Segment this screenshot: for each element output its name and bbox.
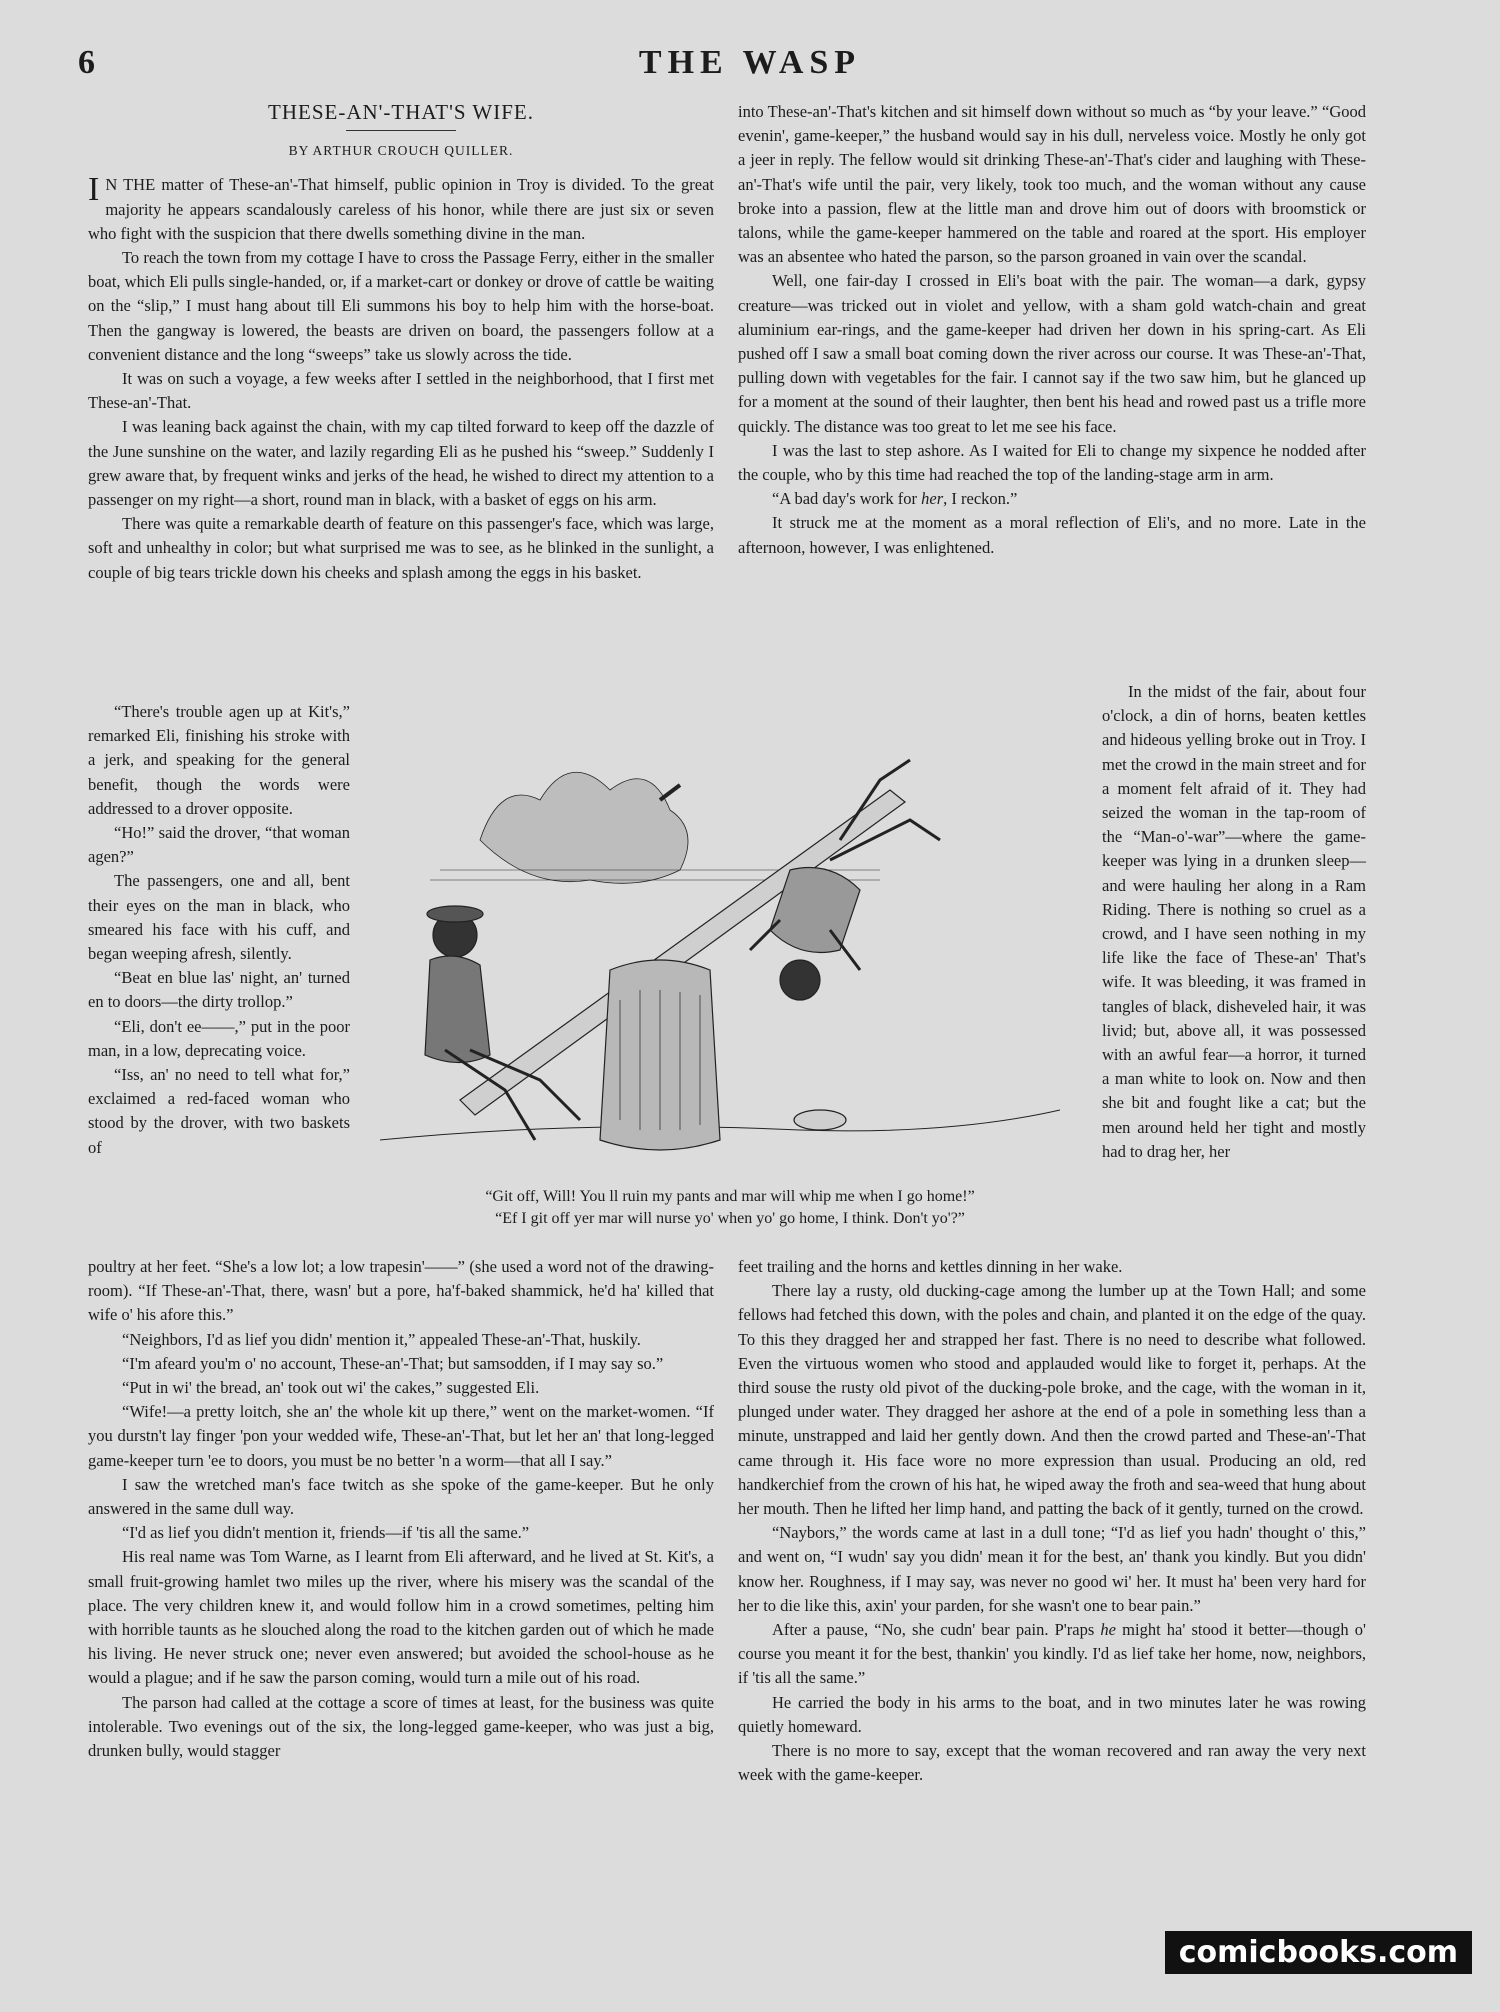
paragraph: The passengers, one and all, bent their eyes on the man in black, who smeared his face with his cuff, and began weeping afresh, silently. — [88, 871, 350, 964]
page-number: 6 — [78, 44, 95, 81]
paragraph: “A bad day's work for her, I reckon.” — [772, 489, 1018, 509]
article-title: THESE-AN'-THAT'S WIFE. — [268, 100, 534, 124]
left-lower-column — [88, 1255, 714, 1763]
left-column — [88, 100, 714, 585]
paragraph: It struck me at the moment as a moral reflection of Eli's, and no more. Late in the afternoon, however, I was enlightened. — [738, 513, 1366, 557]
paragraph: “I'm afeard you'm o' no account, These-an'-That; but samsodden, if I may say so.” — [122, 1353, 664, 1373]
paragraph: “Beat en blue las' night, an' turned en to doors—the dirty trollop.” — [88, 968, 350, 1012]
paragraph: There was quite a remarkable dearth of feature on this passenger's face, which was large, soft and unhealthy in color; but what surprised me was to see, as he blinked in the sunlight, a couple of big tears trickle down his cheeks and splash among the eggs in his basket. — [88, 514, 714, 582]
paragraph: “Ho!” said the drover, “that woman agen?” — [88, 823, 350, 867]
paragraph: “Iss, an' no need to tell what for,” exclaimed a red-faced woman who stood by the drover, with two baskets of — [88, 1065, 350, 1157]
site-watermark: comicbooks.com — [1165, 1931, 1472, 1974]
paragraph: He carried the body in his arms to the boat, and in two minutes later he was rowing quietly homeward. — [738, 1692, 1366, 1736]
caption-line: “Git off, Will! You ll ruin my pants and mar will whip me when I go home!” — [485, 1188, 975, 1205]
paragraph: “Naybors,” the words came at last in a dull tone; “I'd as lief you hadn' thought o' this,” and went on, “I wudn' say you didn' mean it for the best, an' thank you kindly. But you didn' know her. Roughness, if I may say, was never no good wi' her. It must ha' been very hard for her to die like this, axin' your parden, for she wasn't one to bear pain.” — [738, 1523, 1366, 1615]
paragraph: His real name was Tom Warne, as I learnt from Eli afterward, and he lived at St. Kit's, a small fruit-growing hamlet two miles up the river, where his misery was the scandal of the place. The very children knew it, and would follow him in a crowd sometimes, pelting him with horrible taunts as he slouched along the road to the kitchen garden out of which he made his living. He never struck one; never even answered; but avoided the school-house as he would a plague; and if he saw the parson coming, would turn a mile out of his road. — [88, 1547, 714, 1688]
paragraph: “Eli, don't ee——,” put in the poor man, in a low, deprecating voice. — [88, 1016, 350, 1060]
title-rule — [346, 130, 456, 131]
masthead: THE WASP — [638, 44, 862, 81]
seesaw-illustration — [360, 720, 1100, 1180]
paragraph: To reach the town from my cottage I have to cross the Passage Ferry, either in the smaller boat, which Eli pulls single-handed, or, if a market-cart or donkey or drove of cattle be waiting on the “slip,” I must hang about till Eli summons his boy to help him with the horse-boat. Then the gangway is lowered, the beasts are driven on board, the passengers follow at a convenient distance and the long “sweeps” take us slowly across the tide. — [88, 248, 714, 364]
paragraph: “Put in wi' the bread, an' took out wi' the cakes,” suggested Eli. — [122, 1378, 540, 1398]
paragraph: into These-an'-That's kitchen and sit himself down without so much as “by your leave.” “Good evenin', game-keeper,” the husband would say in his dull, nerveless voice. Mostly he only got a jeer in reply. The fellow would sit drinking These-an'-That's cider and laughing with These-an'-That's wife until the pair, very likely, took too much, and the woman without any cause broke into a passion, flew at the little man and drove him out of doors with broomstick or talons, while the game-keeper hammered on the table and roared at the sport. His employer was an absentee who hated the parson, so the parson groaned in vain over the scandal. — [738, 102, 1366, 267]
paragraph: In the midst of the fair, about four o'clock, a din of horns, beaten kettles and hideous yelling broke out in Troy. I met the crowd in the main street and for a moment felt afraid of it. They had seized the woman in the tap-room of the “Man-o'-war”—where the game-keeper was lying in a drunken sleep—and were hauling her along in a Ram Riding. There is nothing so cruel as a crowd, and I have seen nothing in my life like the face of These-an' That's wife. It was bleeding, it was framed in tangles of black, disheveled hair, it was livid; but, above all, it was possessed with an awful fear—a horror, it turned a man white to look on. Now and then she bit and fought like a cat; but the men around held her tight and mostly had to drag her, her — [1102, 682, 1366, 1161]
right-lower-column — [738, 1255, 1366, 1787]
paragraph: “I'd as lief you didn't mention it, friends—if 'tis all the same.” — [122, 1523, 530, 1543]
paragraph: After a pause, “No, she cudn' bear pain. P'raps he might ha' stood it better—though o' course you meant it for the best, thankin' you kindly. I'd as lief take her home, now, neighbors, if 'tis all the same.” — [738, 1620, 1366, 1688]
paragraph: I was leaning back against the chain, with my cap tilted forward to keep off the dazzle of the June sunshine on the water, and lazily regarding Eli as he pushed his “sweep.” Suddenly I grew aware that, by frequent winks and jerks of the head, he wished to direct my attention to a passenger on my right—a short, round man in black, with a basket of eggs on his arm. — [88, 417, 714, 510]
paragraph: I N THE matter of These-an'-That himself, public opinion in Troy is divided. To the great majority he appears scandalously careless of his honor, while there are just six or seven who fight with the suspicion that there dwells something divine in the man. — [88, 171, 714, 243]
illustration-caption — [360, 1186, 1100, 1230]
right-column — [738, 100, 1366, 560]
paragraph: I saw the wretched man's face twitch as she spoke of the game-keeper. But he only answered in the same dull way. — [88, 1474, 714, 1519]
paragraph: Well, one fair-day I crossed in Eli's boat with the pair. The woman—a dark, gypsy creature—was tricked out in violet and yellow, with a sham gold watch-chain and great aluminium ear-rings, and the game-keeper had driven her down in his spring-cart. As Eli pushed off I saw a small boat coming down the river across our course. It was These-an'-That, pulling down with vegetables for the fair. I cannot say if the two saw him, but he glanced up for a moment at the sound of their laughter, then bent his head and rowed past us a trifle more quickly. The distance was too great to let me see his face. — [738, 271, 1366, 436]
paragraph: “Wife!—a pretty loitch, she an' the whole kit up there,” went on the market-women. “If you durstn't lay finger 'pon your wedded wife, These-an'-That, but let her an' that long-legged game-keeper turn 'ee to doors, you must be no better 'n a worm—that all I say.” — [88, 1402, 714, 1470]
paragraph: It was on such a voyage, a few weeks after I settled in the neighborhood, that I first met These-an'-That. — [88, 369, 714, 413]
paragraph: There is no more to say, except that the woman recovered and ran away the very next week with the game-keeper. — [738, 1741, 1366, 1785]
paragraph: “Neighbors, I'd as lief you didn' mention it,” appealed These-an'-That, huskily. — [122, 1329, 641, 1349]
paragraph: feet trailing and the horns and kettles dinning in her wake. — [738, 1257, 1123, 1276]
article-byline: BY ARTHUR CROUCH QUILLER. — [288, 143, 514, 159]
paragraph: There lay a rusty, old ducking-cage among the lumber up at the Town Hall; and some fellows had fetched this down, with the poles and chain, and planted it on the edge of the quay. To this they dragged her and strapped her fast. There is no need to describe what followed. Even the virtuous women who stood and applauded would like to forget it, perhaps. At the third souse the rusty old pivot of the ducking-pole broke, and the cage, with the woman in it, plunged under water. They dragged her ashore at the end of a pole in something less than a minute, unstrapped and laid her gently down. And then the crowd parted and These-an'-That came through it. His face wore no more expression than usual. Producing an old, red handkerchief from the crown of his hat, he wiped away the froth and sea-weed that hung about her mouth. Then he lifted her limp hand, and patting the back of it gently, turned on the crowd. — [738, 1281, 1366, 1519]
paragraph: The parson had called at the cottage a score of times at least, for the business was quite intolerable. Two evenings out of the six, the long-legged game-keeper, who was just a big, drunken bully, would stagger — [88, 1692, 714, 1761]
paragraph: poultry at her feet. “She's a low lot; a low trapesin'——” (she used a word not of the drawing-room). “If These-an'-That, there, wasn' but a pore, ha'f-baked shammick, he'd ha' killed that wife o' his afore this.” — [88, 1257, 714, 1325]
paragraph: I was the last to step ashore. As I waited for Eli to change my sixpence he nodded after the couple, who by this time had reached the top of the landing-stage arm in arm. — [738, 440, 1366, 485]
drop-cap: I — [88, 171, 100, 209]
caption-line: “Ef I git off yer mar will nurse yo' when yo' go home, I think. Don't yo'?” — [495, 1210, 965, 1227]
left-narrow-column — [88, 700, 350, 1160]
right-narrow-column — [1102, 680, 1366, 1164]
paragraph: “There's trouble agen up at Kit's,” remarked Eli, finishing his stroke with a jerk, and speaking for the general benefit, though the words were addressed to a drover opposite. — [88, 702, 350, 818]
